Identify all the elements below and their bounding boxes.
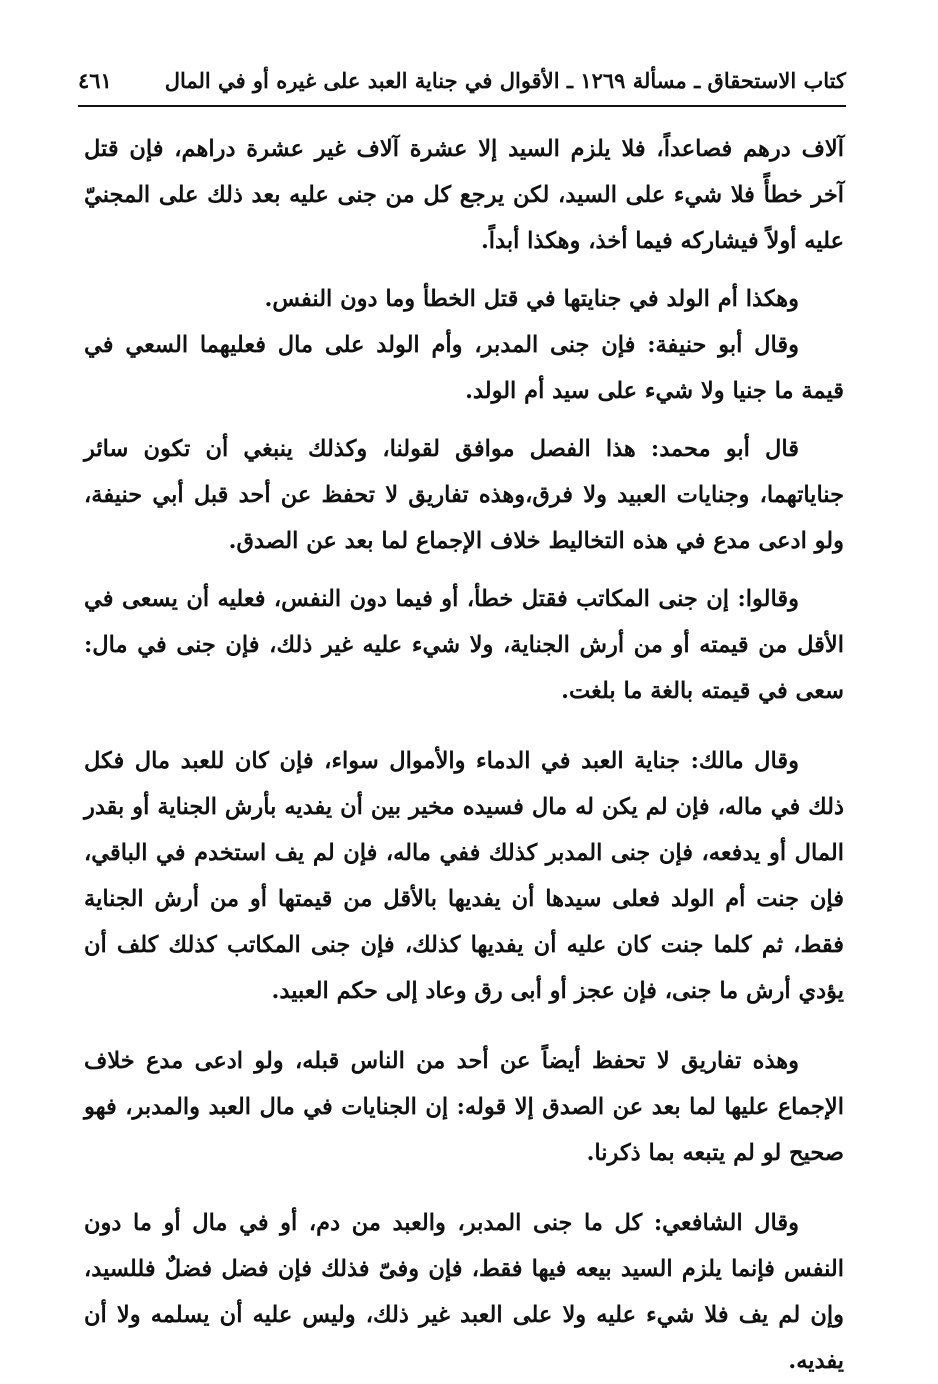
page-header — [78, 60, 846, 100]
paragraph: وقال مالك: جناية العبد في الدماء والأموال سواء، فإن كان للعبد مال فكل ذلك في ماله، فإن لم يكن له مال فسيده مخير بين أن يفديه بأرش الجناية أو بقدر المال أو يدفعه، فإن جنى المدبر كذلك ففي ماله، فإن لم يف استخدم في الباقي، فإن جنت أم الولد فعلى سيدها أن يفديها بالأقل من قيمتها أو من أرش الجناية فقط، ثم كلما جنت كان عليه أن يفديها كذلك، فإن جنى المكاتب كذلك كلف أن يؤدي أرش ما جنى، فإن عجز أو أبى رق وعاد إلى حكم العبيد. — [84, 748, 844, 1004]
paragraph: وقالوا: إن جنى المكاتب فقتل خطأ، أو فيما دون النفس، فعليه أن يسعى في الأقل من قيمته أو من أرش الجناية، ولا شيء عليه غير ذلك، فإن جنى في مال: سعى في قيمته بالغة ما بلغت. — [84, 586, 844, 704]
running-title: كتاب الاستحقاق ـ مسألة ١٢٦٩ ـ الأقوال في جناية العبد على غيره أو في المال — [164, 67, 846, 93]
paragraph: وقال أبو حنيفة: فإن جنى المدبر، وأم الولد على مال فعليهما السعي في قيمة ما جنيا ولا شيء على سيد أم الولد. — [84, 332, 844, 404]
paragraph: وقال الشافعي: كل ما جنى المدبر، والعبد من دم، أو في مال أو ما دون النفس فإنما يلزم السيد بيعه فيها فقط، فإن وفىّ فذلك فإن فضل فضلٌ فللسيد، وإن لم يف فلا شيء عليه ولا على العبد غير ذلك، وليس عليه أن يسلمه ولا أن يفديه. — [84, 1210, 844, 1374]
header-divider — [78, 105, 846, 107]
paragraph: وهذه تفاريق لا تحفظ أيضاً عن أحد من الناس قبله، ولو ادعى مدع خلاف الإجماع عليها لما بعد عن الصدق إلا قوله: إن الجنايات في مال العبد والمدبر، فهو صحيح لو لم يتبعه بما ذكرنا. — [84, 1048, 844, 1166]
page-number: ٤٦١ — [78, 67, 112, 93]
paragraph: قال أبو محمد: هذا الفصل موافق لقولنا، وكذلك ينبغي أن تكون سائر جناياتهما، وجنايات العبيد ولا فرق،وهذه تفاريق لا تحفظ عن أحد قبل أبي حنيفة، ولو ادعى مدع في هذه التخاليط خلاف الإجماع لما بعد عن الصدق. — [84, 436, 844, 554]
paragraph: وهكذا أم الولد في جنايتها في قتل الخطأ وما دون النفس. — [264, 286, 799, 312]
paragraph: آلاف درهم فصاعداً، فلا يلزم السيد إلا عشرة آلاف غير عشرة دراهم، فإن قتل آخر خطأً فلا شيء على السيد، لكن يرجع كل من جنى عليه بعد ذلك على المجنيّ عليه أولاً فيشاركه فيما أخذ، وهكذا أبداً. — [84, 136, 844, 254]
page-body — [84, 126, 844, 1384]
